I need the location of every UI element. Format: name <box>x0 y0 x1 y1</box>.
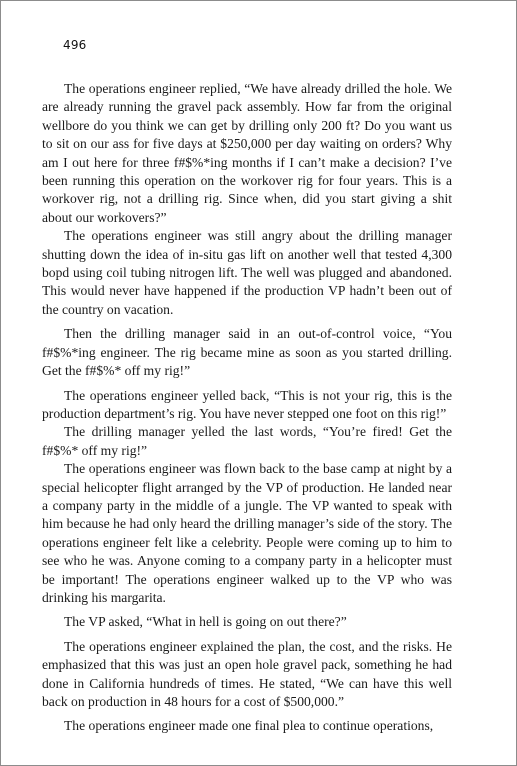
paragraph-4: The operations engineer yelled back, “This is not your rig, this is the production department’s rig. You have never stepped one foot on this rig!” <box>42 387 452 421</box>
paragraph-2: The operations engineer was still angry about the drilling manager shutting down the idea of in-situ gas lift on another well that tested 4,300 bopd using coil tubing nitrogen lift. The well was plugged and abandoned. This would never have happened if the production VP hadn’t been out of the country on vacation. <box>42 228 452 317</box>
paragraph-8: The operations engineer explained the plan, the cost, and the risks. He emphasized that this was just an open hole gravel pack, something he had done in California hundreds of times. He stated, “We can have this well back on production in 48 hours for a cost of $500,000.” <box>42 638 452 709</box>
paragraph-5: The drilling manager yelled the last words, “You’re fired! Get the f#$%* off my rig!” <box>42 424 452 458</box>
page-number: 496 <box>63 38 87 52</box>
paragraph-6: The operations engineer was flown back to the base camp at night by a special helicopter flight arranged by the VP of production. He landed near a company party in the middle of a jungle. The VP wanted to speak with him because he had only heard the drilling manager’s side of the story. The operations engineer felt like a celebrity. People were coming up to him to see who he was. Anyone coming to a company party in a helicopter must be important! The operations engineer walked up to the VP who was drinking his margarita. <box>42 461 452 605</box>
body-text <box>42 80 452 736</box>
paragraph-7: The VP asked, “What in hell is going on out there?” <box>64 614 347 630</box>
paragraph-3: Then the drilling manager said in an out-of-control voice, “You f#$%*ing engineer. The rig became mine as soon as you started drilling. Get the f#$%* off my rig!” <box>42 326 452 379</box>
paragraph-9: The operations engineer made one final plea to continue operations, <box>64 718 434 734</box>
paragraph-1: The operations engineer replied, “We have already drilled the hole. We are already running the gravel pack assembly. How far from the original wellbore do you think we can get by drilling only 200 ft? Do you want us to sit on our ass for five days at $250,000 per day waiting on orders? Why am I out here for three f#$%*ing months if I can’t make a decision? I’ve been running this operation on the workover rig for four years. This is a workover rig, not a drilling rig. Since when, did you start giving a shit about our workovers?” <box>42 81 452 225</box>
